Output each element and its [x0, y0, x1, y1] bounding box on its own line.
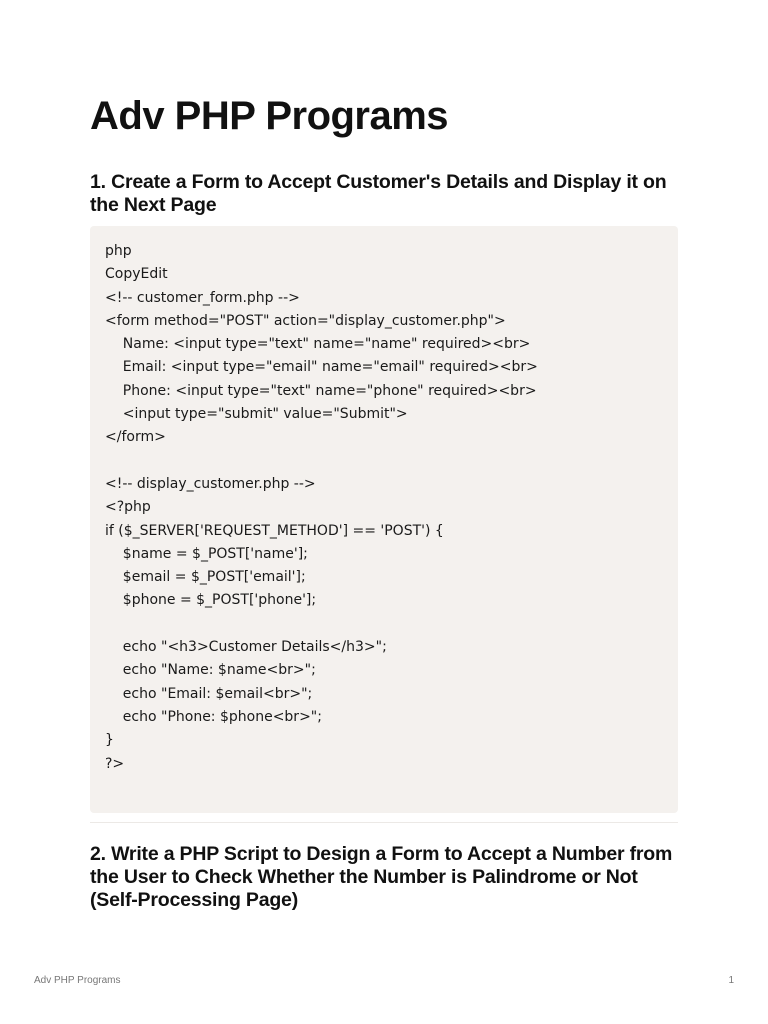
code-line: Phone: <input type="text" name="phone" required><br> — [105, 382, 537, 399]
code-line: <form method="POST" action="display_customer.php"> — [105, 312, 506, 329]
code-line: Name: <input type="text" name="name" required><br> — [105, 336, 531, 353]
code-line: php — [105, 243, 132, 259]
code-line: <input type="submit" value="Submit"> — [105, 406, 408, 423]
code-line: Email: <input type="email" name="email" required><br> — [105, 359, 538, 376]
code-line: } — [105, 732, 114, 749]
page-number: 1 — [728, 975, 734, 986]
code-line: ?> — [105, 755, 125, 772]
section-2-heading: 2. Write a PHP Script to Design a Form to Accept a Number from the User to Check Whether the Number is Palindrome or Not (Self-Processing Page) — [90, 843, 673, 911]
code-line: echo "Email: $email<br>"; — [105, 685, 313, 702]
code-line: $name = $_POST['name']; — [105, 545, 308, 562]
code-line: echo "Phone: $phone<br>"; — [105, 708, 322, 725]
code-line: $email = $_POST['email']; — [105, 569, 306, 586]
code-line: echo "<h3>Customer Details</h3>"; — [105, 639, 387, 656]
code-line: <?php — [105, 499, 151, 516]
document-title: Adv PHP Programs — [90, 94, 449, 138]
code-line: <!-- customer_form.php --> — [105, 289, 300, 306]
code-line: <!-- display_customer.php --> — [105, 475, 316, 492]
code-line: if ($_SERVER['REQUEST_METHOD'] == 'POST') { — [105, 522, 444, 539]
section-divider — [90, 822, 678, 823]
code-line — [105, 613, 663, 636]
code-line: echo "Name: $name<br>"; — [105, 662, 316, 679]
code-block — [90, 226, 678, 813]
footer-title: Adv PHP Programs — [34, 975, 121, 986]
code-line: </form> — [105, 429, 166, 446]
code-line: $phone = $_POST['phone']; — [105, 592, 317, 609]
code-line — [105, 450, 663, 473]
section-1-heading: 1. Create a Form to Accept Customer's Details and Display it on the Next Page — [90, 171, 667, 216]
code-line: CopyEdit — [105, 266, 168, 283]
